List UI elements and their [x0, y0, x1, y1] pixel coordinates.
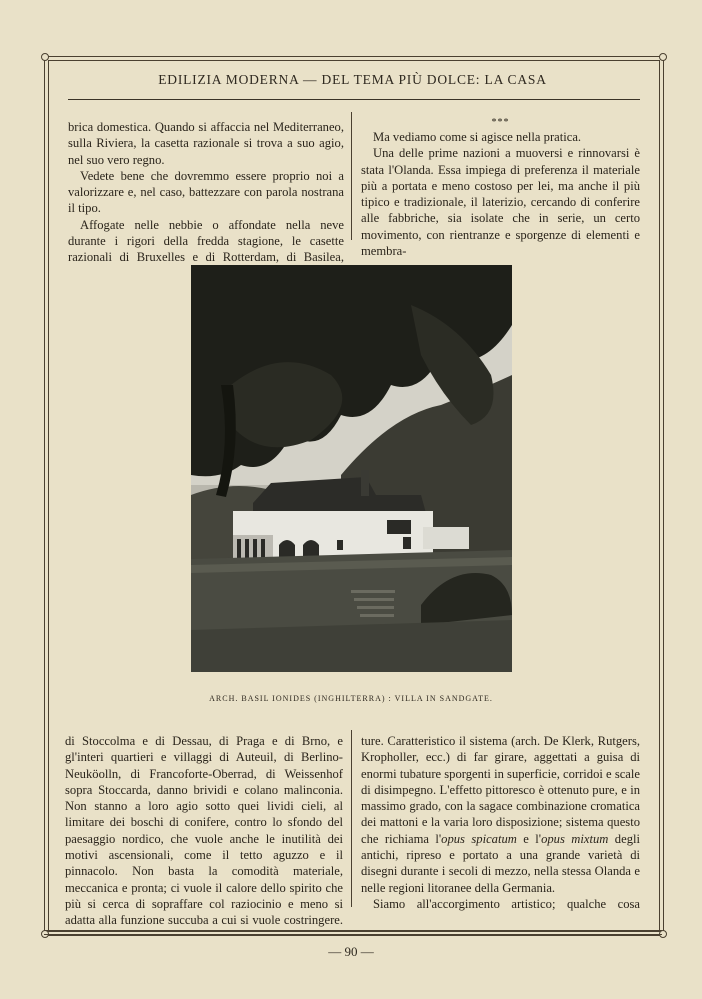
italic-term: opus spicatum	[441, 831, 517, 846]
bottom-left-column	[65, 733, 343, 929]
italic-term: opus mixtum	[541, 831, 609, 846]
paragraph: di Stoccolma e di Dessau, di Praga e di Brno, e gl'interi quartieri e villaggi di Auteuil, di Berlino-Neuköolln, di Francoforte-Oberrad, di Weissenhof sopra Stoccarda, danno brividi e colano malinconia. Non stanno a loro agio sotto quei lividi cieli, al limitare dei boschi di conifere, contro lo sfondo del paesaggio nordico, che vuole anche le inutilità dei motivi ascensionali, come il tetto aguzzo e il pinnacolo. Non basta la comodità materiale, meccanica e pronta; ci vuole il calore dello spirito che più si cerca di sopraffare col raziocinio e meno si adatta alla funzione succuba a cui si vuole costringere.	[65, 734, 343, 928]
paragraph: brica domestica. Quando si affaccia nel Mediterraneo, sulla Riviera, la casetta razionale si trova a suo agio, nel suo vero regno.	[68, 120, 344, 167]
paragraph: Ma vediamo come si agisce nella pratica.	[373, 130, 582, 144]
paragraph	[361, 733, 640, 896]
top-left-column	[68, 119, 344, 266]
footer-rule	[44, 934, 662, 935]
bottom-right-column	[361, 733, 640, 912]
paragraph: Vedete bene che dovremmo essere proprio noi a valorizzare e, nel caso, battezzare con parola nostrana il tipo.	[68, 168, 344, 216]
column-divider	[351, 112, 352, 240]
text-run: degli antichi, ripreso e portato a una grande varietà di disegni durante i secoli di mezzo, nella stessa Olanda e nelle regioni litoranee della Germania.	[361, 831, 640, 895]
top-right-column	[361, 117, 640, 259]
running-header: EDILIZIA MODERNA — DEL TEMA PIÙ DOLCE: LA CASA	[158, 72, 547, 87]
page-number: — 90 —	[328, 944, 374, 959]
footer-rule	[44, 930, 662, 931]
text-run: ture. Caratteristico il sistema (arch. De Klerk, Rutgers, Kropholler, ecc.) di far girare, aggettati a guisa di enormi tubature sporgenti in superficie, corridoi e scale di disimpegno. L'effetto pittoresco è ottenuto pure, e in massimo grado, con la sagace combinazione cromatica dei mattoni e la varia loro disposizione; sistema questo che richiama l'	[361, 734, 640, 846]
paragraph: Siamo all'accorgimento artistico; qualche cosa	[373, 896, 640, 911]
section-separator: ***	[491, 117, 510, 128]
frame-corner-ornament	[659, 53, 667, 61]
frame-corner-ornament	[41, 53, 49, 61]
paragraph: Una delle prime nazioni a muoversi e rinnovarsi è stata l'Olanda. Essa impiega di preferenza il materiale più a portata e meno costoso per lei, ma anche il più tipico e tradizionale, il laterizio, cercando di conferire alle fabbriche, sia isolate che in serie, un certo movimento, con rientranze e sporgenze di elementi e membra-	[361, 146, 640, 259]
paragraph: Affogate nelle nebbie o affondate nella neve durante i rigori della fredda stagione, le casette razionali di Bruxelles e di Rotterdam, di Basilea,	[68, 217, 344, 265]
villa-photograph	[191, 265, 512, 672]
header-rule	[68, 99, 640, 100]
column-divider	[351, 730, 352, 907]
text-run: e l'	[516, 831, 542, 846]
figure-caption: ARCH. BASIL IONIDES (INGHILTERRA) : VILLA IN SANDGATE.	[209, 694, 493, 703]
